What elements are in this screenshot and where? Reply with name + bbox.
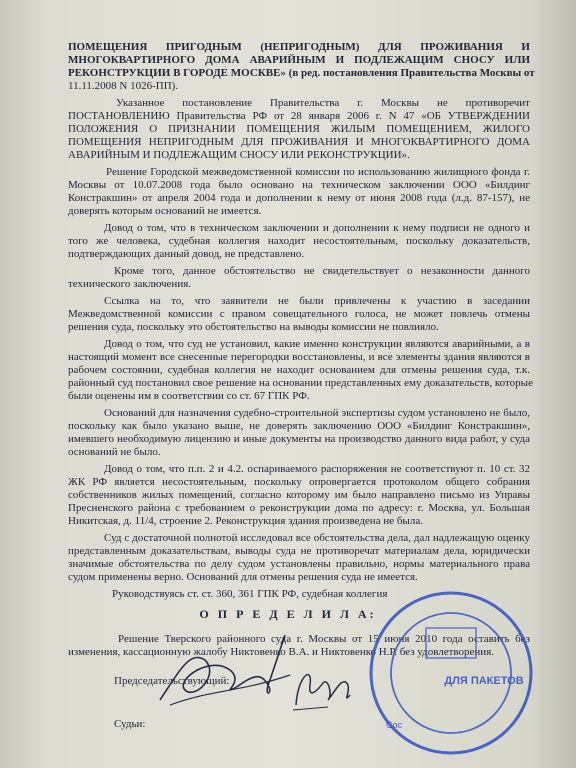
- text-line: МНОГОКВАРТИРНОГО ДОМА АВАРИЙНЫМ И ПОДЛЕЖАЩИМ СНОСУ ИЛИ: [68, 54, 530, 66]
- text-line: имевшего необходимую лицензию и иные документы на производство данного вида работ, у суда: [68, 433, 530, 445]
- presiding-label: Председательствующий:: [114, 675, 230, 687]
- text-line: решения суда, поскольку это обстоятельство на выводы комиссии не повлияло.: [68, 321, 439, 333]
- text-line: ПОМЕЩЕНИЯ НЕПРИГОДНЫМ ДЛЯ ПРОЖИВАНИЯ И МНОГОКВАРТИРНОГО ДОМА: [68, 136, 530, 148]
- ruling-heading-text: О П Р Е Д Е Л И Л А:: [199, 607, 377, 621]
- text-line: того же человека, судебная коллегия находит несостоятельным, поскольку доказательств,: [68, 235, 530, 247]
- judge-signature: [288, 655, 358, 715]
- text-line: представленным доказательствам, выводы суда не противоречат материалам дела, юридически: [68, 545, 530, 557]
- text-line: настоящий момент все снесенные перегородки восстановлены, и все элементы здания являются в: [68, 351, 530, 363]
- text-line: Оснований для назначения судебно-строительной экспертизы судом установлено не было,: [104, 407, 530, 419]
- text-line: Межведомственной комиссии с правом совещательного голоса, не может повлечь отмены: [68, 308, 530, 320]
- text-line: ПОСТАНОВЛЕНИЮ Правительства РФ от 28 января 2006 г. N 47 «ОБ УТВЕРЖДЕНИИ: [68, 110, 530, 122]
- text-line: Указанное постановление Правительства г. Москвы не противоречит: [116, 97, 530, 109]
- text-line: ЖК РФ является несостоятельным, поскольку опровергается протоколом общего собрания: [68, 476, 530, 488]
- text-line: АВАРИЙНЫМ И ПОДЛЕЖАЩИМ СНОСУ ИЛИ РЕКОНСТРУКЦИИ».: [68, 149, 410, 161]
- text-line: Довод о том, что п.п. 2 и 4.2. оспариваемого распоряжения не соответствуют п. 10 ст. 32: [104, 463, 530, 475]
- text-line: судом применены верно. Оснований для отмены решения суда не имеется.: [68, 571, 418, 583]
- text-line: подтверждающих данный довод, не представлено.: [68, 248, 305, 260]
- seal-bottom-text: Сос: [386, 720, 403, 730]
- text-line: Суд с достаточной полнотой исследовал все обстоятельства дела, дал надлежащую оценку: [104, 532, 530, 544]
- seal-center-text: ДЛЯ ПАКЕТОВ: [444, 675, 524, 687]
- text-line: доверять которым оснований не имеется.: [68, 205, 262, 217]
- text-line: Ссылка на то, что заявители не были привлечены к участию в заседании: [104, 295, 530, 307]
- text-line: Решение Городской межведомственной комиссии по использованию жилищного фонда г.: [106, 166, 530, 178]
- text-line: Руководствуясь ст. ст. 360, 361 ГПК РФ, судебная коллегия: [112, 588, 388, 600]
- presiding-signature: [150, 630, 300, 710]
- text-line: были оценены им в соответствии со ст. 67 ГПК РФ.: [68, 390, 310, 402]
- text-line: районный суд постановил свое решение на основании представленных ему доказательств, которые: [68, 377, 533, 389]
- text-line: технического заключения.: [68, 278, 192, 290]
- text-line: собственников жилых помещений, согласно которому им было направлено письмо из Управы: [68, 489, 530, 501]
- text-line: изменения, кассационную жалобу Никтовенко В.А. и Никтовенко Н.Р. без удовлетворения.: [68, 646, 495, 658]
- text-line: Пресненского района с требованием о реконструкции дома по адресу: г. Москва, ул. Большая: [68, 502, 530, 514]
- text-line: ПОЛОЖЕНИЯ О ПРИЗНАНИИ ПОМЕЩЕНИЯ ЖИЛЫМ ПОМЕЩЕНИЕМ, ЖИЛОГО: [68, 123, 530, 135]
- text-line: рабочем состоянии, судебная коллегия не находит основанием для отмены решения суда, т.к.: [68, 364, 530, 376]
- text-line: Констракшин» от апреля 2004 года и дополнении к нему от июня 2008 года (л.д. 87-157), не: [68, 192, 530, 204]
- text-line: Довод о том, что суд не установил, какие именно конструкции являются аварийными, а в: [104, 338, 530, 350]
- judges-label: Судьи:: [114, 718, 146, 730]
- text-line: Кроме того, данное обстоятельство не свидетельствует о незаконности данного: [114, 265, 530, 277]
- text-line: ПОМЕЩЕНИЯ ПРИГОДНЫМ (НЕПРИГОДНЫМ) ДЛЯ ПРОЖИВАНИЯ И: [68, 41, 530, 53]
- text-line: Никитская, д. 11/4, строение 2. Реконструкция здания произведена не была.: [68, 515, 423, 527]
- text-line: значимые обстоятельства по делу судом установлены правильно, нормы материального права: [68, 558, 530, 570]
- text-line: Довод о том, что в техническом заключении и дополнении к нему подписи не одного и: [104, 222, 530, 234]
- text-line: оснований не было.: [68, 446, 161, 458]
- court-seal: [366, 588, 536, 758]
- text-line: Решение Тверского районного суда г. Москвы от 15 июня 2010 года оставить без: [118, 633, 530, 645]
- text-line: 11.11.2008 N 1026-ПП).: [68, 80, 179, 92]
- text-line: Москвы от 10.07.2008 года было основано на техническом заключении ООО «Билдинг: [68, 179, 530, 191]
- text-line: поскольку как было указано выше, не доверять заключению ООО «Билдинг Констракшин»,: [68, 420, 530, 432]
- text-line: РЕКОНСТРУКЦИИ В ГОРОДЕ МОСКВЕ» (в ред. постановления Правительства Москвы от: [68, 67, 535, 79]
